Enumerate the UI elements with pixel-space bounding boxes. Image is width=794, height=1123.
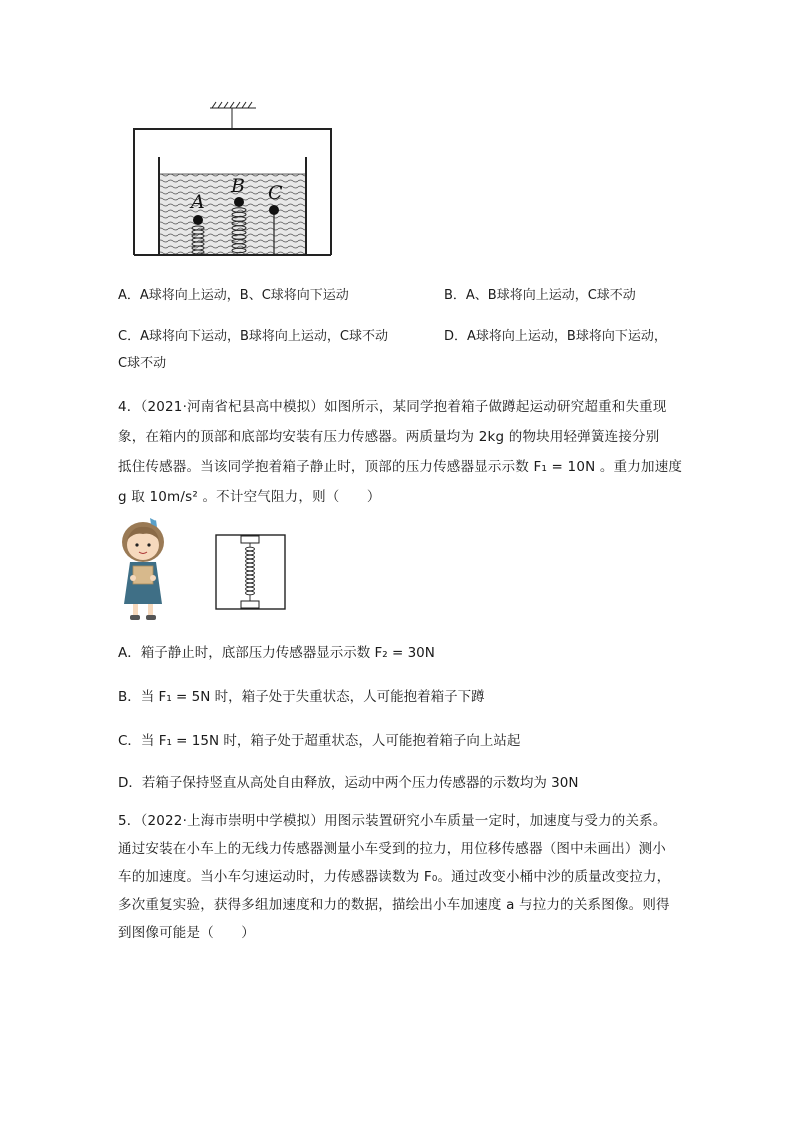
top-sensor [241,536,259,543]
ball-a [193,215,203,225]
q4-option-d: D．若箱子保持竖直从高处自由释放，运动中两个压力传感器的示数均为 30N [118,775,579,791]
q4-option-c: C．当 F₁ = 15N 时，箱子处于超重状态，人可能抱着箱子向上站起 [118,733,521,749]
q5-stem [118,807,678,947]
q5-stem-line: 到图像可能是（ ） [118,925,255,941]
label-c: C [268,182,283,204]
q3-option-a: A．A球将向上运动，B、C球将向下运动 [118,288,349,303]
bottom-sensor [241,601,259,608]
q3-option-c: C．A球将向下运动，B球将向上运动，C球不动 [118,329,388,344]
q4-stem-line: 抵住传感器。当该同学抱着箱子静止时，顶部的压力传感器显示示数 F₁ = 10N 。重力加速度 [118,459,683,475]
q3-option-d-line2: C球不动 [118,356,167,371]
figure-water-container [128,100,338,260]
q5-stem-line: 通过安装在小车上的无线力传感器测量小车受到的拉力，用位移传感器（图中未画出）测小 [118,841,666,857]
q5-stem-line: 车的加速度。当小车匀速运动时，力传感器读数为 F₀。通过改变小桶中沙的质量改变拉力， [118,869,671,885]
ball-b [234,197,244,207]
q3-option-b: B．A、B球将向上运动，C球不动 [444,288,636,303]
ceiling-hatch [210,102,256,129]
q4-stem-line: g 取 10m/s² 。不计空气阻力，则（ ） [118,489,381,505]
q4-option-a: A．箱子静止时，底部压力传感器显示示数 F₂ = 30N [118,645,435,661]
box [133,566,153,584]
ball-c [269,205,279,215]
q3-option-d-line1: D．A球将向上运动，B球将向下运动， [444,329,667,344]
q4-stem-line: 象，在箱内的顶部和底部均安装有压力传感器。两质量均为 2kg 的物块用轻弹簧连接分别 [118,429,660,445]
box-outline [216,535,285,609]
q5-stem-line: 多次重复实验，获得多组加速度和力的数据，描绘出小车加速度 a 与拉力的关系图像。则得 [118,897,670,913]
figure-girl-holding-box [118,518,168,622]
q5-stem-line: 5．（2022·上海市崇明中学模拟）用图示装置研究小车质量一定时，加速度与受力的关系。 [118,813,667,829]
q4-stem-line: 4．（2021·河南省杞县高中模拟）如图所示，某同学抱着箱子做蹲起运动研究超重和失重现 [118,399,667,415]
q4-option-b: B．当 F₁ = 5N 时，箱子处于失重状态，人可能抱着箱子下蹲 [118,689,485,705]
label-b: B [231,175,245,197]
figure-box-spring-sensors [214,533,288,611]
label-a: A [191,191,205,213]
q4-stem [118,392,683,512]
